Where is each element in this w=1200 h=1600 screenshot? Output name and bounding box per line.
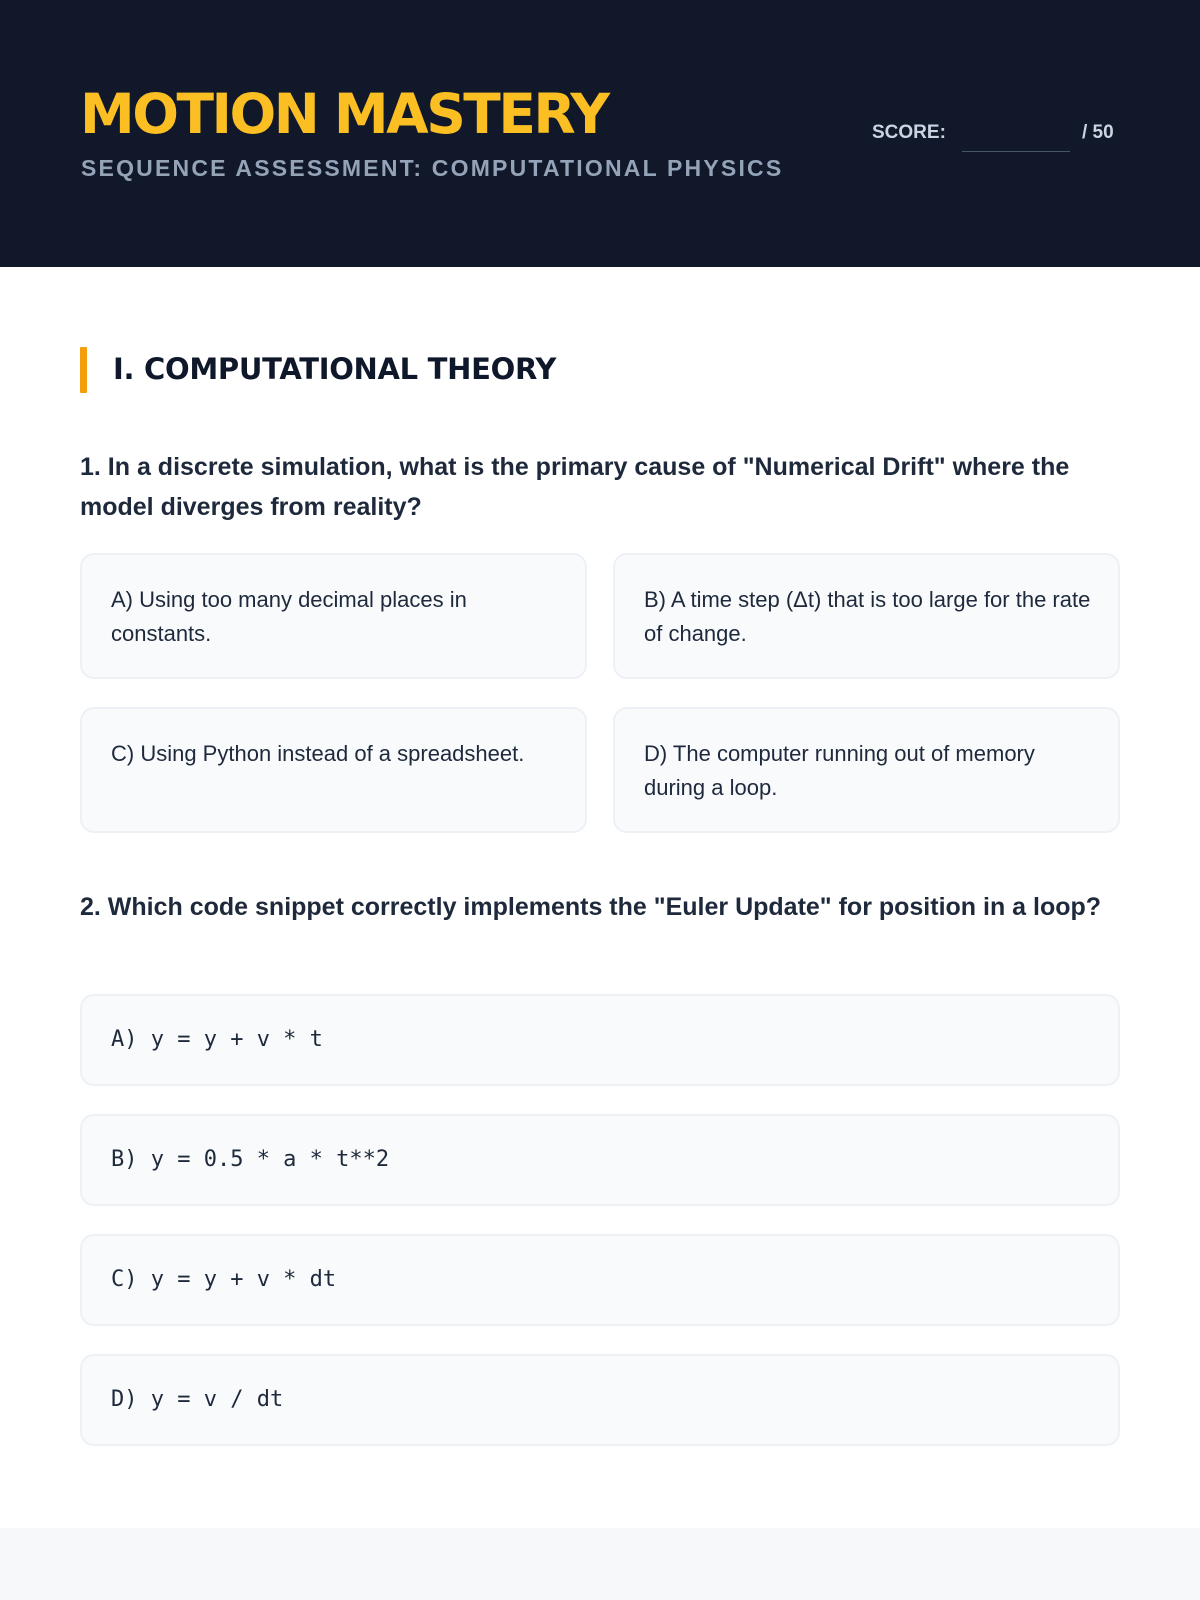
question-2-option-d[interactable] (80, 1354, 1120, 1446)
score-max: / 50 (1082, 122, 1114, 143)
score-label: SCORE: (872, 122, 946, 143)
section-heading (80, 347, 1120, 393)
code-snippet: B) y = 0.5 * a * t**2 (111, 1147, 390, 1172)
question-1-option-c[interactable] (80, 707, 587, 833)
question-1-text: 1. In a discrete simulation, what is the primary cause of "Numerical Drift" where the model diverges from reality? (80, 453, 1070, 521)
question-2-option-b[interactable] (80, 1114, 1120, 1206)
section-title: I. COMPUTATIONAL THEORY (113, 352, 557, 386)
option-label: B) A time step (Δt) that is too large for the rate of change. (644, 587, 1091, 646)
code-snippet: C) y = y + v * dt (111, 1267, 337, 1292)
code-snippet: A) y = y + v * t (111, 1027, 323, 1052)
page-header (0, 0, 1200, 267)
option-label: A) Using too many decimal places in constants. (111, 587, 467, 646)
option-label: D) The computer running out of memory during a loop. (644, 741, 1035, 800)
question-2-option-a[interactable] (80, 994, 1120, 1086)
question-1-option-a[interactable] (80, 553, 587, 679)
question-2-option-c[interactable] (80, 1234, 1120, 1326)
question-1-option-b[interactable] (613, 553, 1120, 679)
question-2-text: 2. Which code snippet correctly implements the "Euler Update" for position in a loop? (80, 893, 1102, 921)
page-footer (0, 1528, 1200, 1600)
section-accent-bar (80, 347, 87, 393)
page-subtitle: SEQUENCE ASSESSMENT: COMPUTATIONAL PHYSICS (81, 155, 784, 181)
code-snippet: D) y = v / dt (111, 1387, 284, 1412)
score-box (872, 118, 1122, 154)
option-label: C) Using Python instead of a spreadsheet. (111, 741, 525, 766)
score-input-line[interactable] (962, 151, 1070, 152)
question-1-option-d[interactable] (613, 707, 1120, 833)
worksheet-body (0, 267, 1200, 1528)
page-title: MOTION MASTERY (80, 82, 608, 146)
